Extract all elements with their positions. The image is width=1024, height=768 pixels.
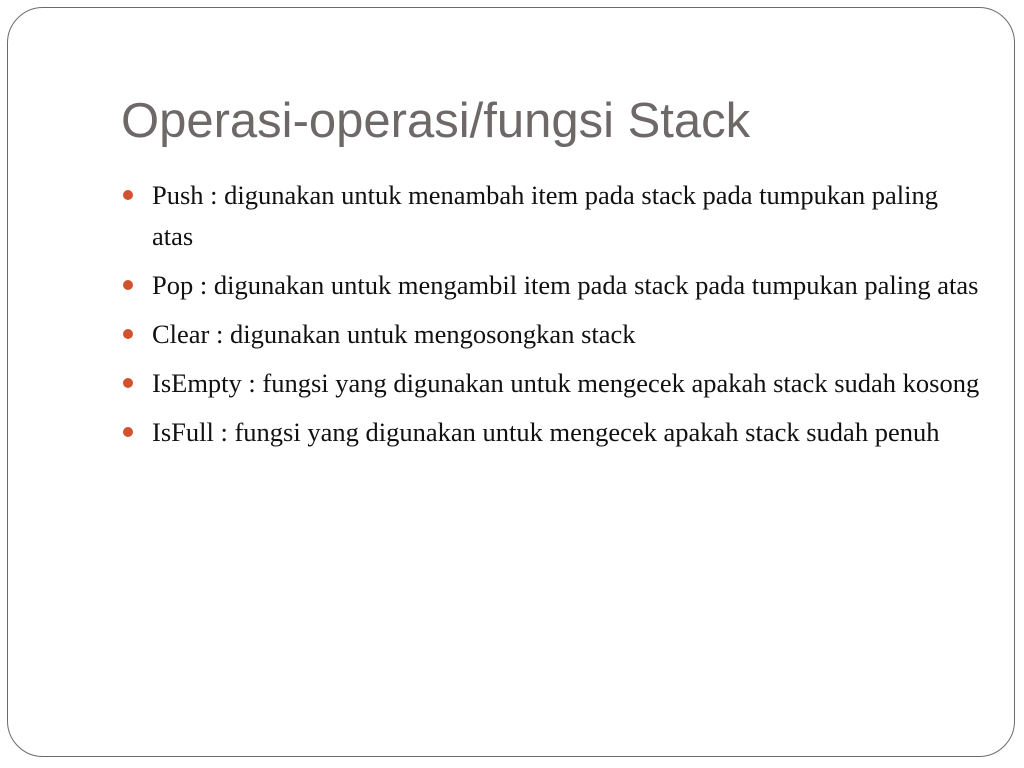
bullet-dot-icon: [123, 190, 133, 200]
bullet-dot-icon: [123, 280, 133, 290]
slide-title: Operasi-operasi/fungsi Stack: [121, 94, 751, 148]
bullet-item-isfull: [121, 412, 981, 453]
bullet-item-push: [121, 175, 981, 257]
bullet-text: IsEmpty : fungsi yang digunakan untuk mengecek apakah stack sudah kosong: [152, 368, 980, 398]
bullet-text: IsFull : fungsi yang digunakan untuk mengecek apakah stack sudah penuh: [152, 417, 940, 447]
bullet-list: [121, 175, 981, 461]
bullet-item-isempty: [121, 363, 981, 404]
bullet-item-pop: [121, 265, 981, 306]
bullet-text: Push : digunakan untuk menambah item pada stack pada tumpukan paling atas: [152, 180, 938, 251]
slide-frame: [7, 7, 1015, 757]
bullet-dot-icon: [123, 329, 133, 339]
bullet-text: Pop : digunakan untuk mengambil item pada stack pada tumpukan paling atas: [152, 270, 979, 300]
bullet-text: Clear : digunakan untuk mengosongkan stack: [152, 319, 636, 349]
bullet-dot-icon: [123, 378, 133, 388]
bullet-item-clear: [121, 314, 981, 355]
bullet-dot-icon: [123, 427, 133, 437]
